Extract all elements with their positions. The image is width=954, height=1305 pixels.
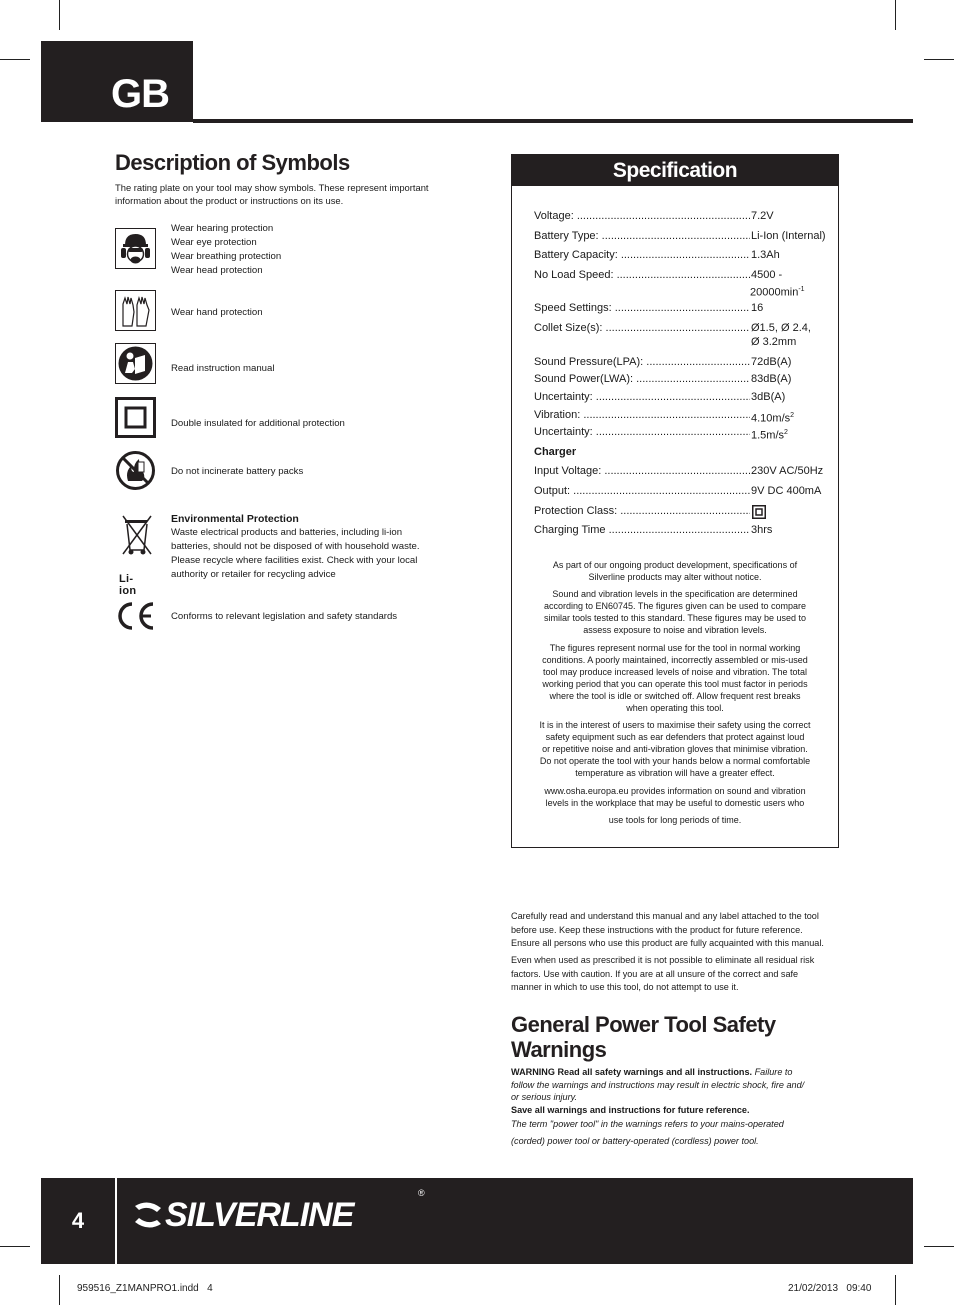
spec-label: Battery Capacity: ..... [534, 249, 750, 262]
spec-value: 1.5m/s [751, 429, 785, 442]
symbols-title: Description of Symbols [115, 150, 350, 175]
spec-value: 1.3Ah [751, 249, 780, 261]
spec-value: 3hrs [751, 524, 773, 536]
spec-value: Ø1.5, Ø 2.4, [751, 322, 811, 334]
note-line: It is in the interest of users to maximise their safety using the correct [539, 720, 811, 730]
spec-superscript: 2 [790, 412, 795, 419]
spec-value: 83dB(A) [751, 373, 792, 385]
spec-value: 9V DC 400mA [751, 485, 822, 497]
warnings-text [511, 1066, 846, 1150]
spec-value: Li-Ion (Internal) [751, 230, 826, 242]
spec-label: Output: ..... [534, 485, 750, 498]
specification-box [511, 154, 839, 848]
spec-row [534, 322, 830, 350]
registered-mark: ® [418, 1188, 425, 1198]
environment-title: Environmental Protection [171, 513, 299, 525]
crop-mark [895, 1275, 896, 1305]
note-line: use tools for long periods of time. [608, 815, 742, 825]
file-slug: 959516_Z1MANPRO1.indd 4 [77, 1283, 213, 1294]
spec-value-wrap [751, 426, 833, 443]
note-line: As part of our ongoing product development, specifications of [552, 560, 798, 570]
manual-icon [115, 343, 156, 384]
brand-logo [131, 1188, 431, 1240]
text-line: factors. Use with caution. If you are at all unsure of the correct and safe [511, 968, 799, 979]
note-line: www.osha.europa.eu provides information on sound and vibration [544, 786, 806, 796]
note-line: Do not operate the tool with your hands below a normal comfortable [539, 756, 811, 766]
ce-mark-icon [115, 601, 157, 631]
text-line: Ensure all persons who use this product are fully acquainted with this manual. [511, 938, 824, 948]
note-line: levels in the workplace that may be useful to domestic users who [545, 798, 805, 808]
symbol-line: Wear head protection [171, 265, 263, 276]
text-line: manner in which to use this tool, do not attempt to use it. [511, 982, 739, 992]
intro-paragraph [511, 954, 841, 995]
warnings-title [511, 1012, 776, 1062]
warning-italic: Failure to [754, 1067, 793, 1077]
no-fire-battery-icon [115, 450, 156, 491]
text-line: Carefully read and understand this manual and any label attached to the tool [511, 911, 819, 921]
crop-mark [895, 0, 896, 30]
brand-name: SILVERLINE [165, 1196, 354, 1234]
note-line: temperature as vibration will have a greater effect. [575, 768, 775, 778]
spec-value-line2 [750, 283, 805, 300]
symbol-line: Wear hearing protection [171, 223, 274, 234]
spec-value: Ø 3.2mm [751, 336, 797, 348]
spec-note [520, 642, 830, 714]
specification-title: Specification [512, 155, 838, 186]
crop-mark [0, 59, 30, 60]
spec-label: Vibration: ..... [534, 409, 750, 422]
footer-divider [115, 1178, 117, 1264]
spec-value: 4.10m/s [751, 412, 791, 425]
spec-note [520, 559, 830, 583]
note-line: tool may produce increased levels of noise and vibration. The total [543, 667, 807, 677]
spec-row [534, 269, 830, 297]
spec-label: Voltage: ..... [534, 210, 750, 223]
crop-mark [924, 1246, 954, 1247]
note-line: safety equipment such as ear defenders that protect against loud [545, 732, 805, 742]
note-line: assess exposure to noise and vibration levels. [583, 625, 767, 635]
note-line: when operating this tool. [626, 703, 724, 713]
spec-note [520, 814, 830, 826]
spec-label: Battery Type: ..... [534, 230, 750, 243]
environment-line: batteries, should not be disposed of with household waste. [171, 541, 420, 552]
note-line: The figures represent normal use for the tool in normal working [549, 643, 801, 653]
spec-label: Uncertainty: ..... [534, 426, 750, 439]
spec-superscript: 2 [784, 429, 788, 436]
note-line: Sound and vibration levels in the specification are determined [552, 589, 798, 599]
text-line: Even when used as prescribed it is not possible to eliminate all residual risk [511, 955, 815, 965]
spec-value: 4500 - [751, 269, 783, 281]
title-line: Warnings [511, 1037, 607, 1062]
symbol-line: Wear eye protection [171, 237, 257, 248]
environment-line: authority or retailer for recycling advice [171, 569, 336, 580]
spec-label: Sound Pressure(LPA): ..... [534, 356, 750, 369]
environment-line: Waste electrical products and batteries, including li-ion [171, 527, 403, 538]
spec-label: Charging Time ..... [534, 524, 750, 537]
warning-line [511, 1066, 846, 1079]
language-tab [41, 41, 193, 122]
term-definition: The term "power tool" in the warnings refers to your mains-operated [511, 1119, 784, 1129]
crop-mark [59, 1275, 60, 1305]
note-line: Silverline products may alter without notice. [588, 572, 762, 582]
gloves-icon [115, 290, 156, 331]
title-line: General Power Tool Safety [511, 1012, 776, 1037]
spec-label: No Load Speed: ..... [534, 269, 750, 282]
spec-note [520, 588, 830, 636]
save-instructions: Save all warnings and instructions for future reference. [511, 1104, 750, 1115]
warning-italic: follow the warnings and instructions may result in electric shock, fire and/ [511, 1079, 805, 1090]
language-label: GB [111, 72, 169, 116]
note-line: conditions. A poorly maintained, incorrectly assembled or mis-used [542, 655, 808, 665]
symbol-text: Do not incinerate battery packs [171, 466, 304, 477]
warning-bold: WARNING Read all safety warnings and all instructions. [511, 1067, 753, 1077]
environment-text [171, 512, 420, 582]
crop-mark [59, 0, 60, 30]
silverline-swoosh-icon [131, 1198, 165, 1232]
note-line: according to EN60745. The figures given can be used to compare [544, 601, 806, 611]
date-slug: 21/02/2013 09:40 [788, 1283, 872, 1294]
crop-mark [0, 1246, 30, 1247]
note-line: similar tools tested to this standard. These figures may be used to [544, 613, 806, 623]
spec-value: 72dB(A) [751, 356, 792, 368]
warning-italic: or serious injury. [511, 1092, 578, 1102]
li-ion-caption: Li-ion [119, 573, 137, 597]
symbol-text [171, 222, 281, 278]
symbol-line: Wear breathing protection [171, 251, 282, 262]
charger-title: Charger [534, 446, 577, 458]
spec-label: Sound Power(LWA): ..... [534, 373, 750, 386]
spec-value: 16 [751, 302, 764, 314]
spec-label: Input Voltage: ..... [534, 465, 750, 478]
spec-label: Uncertainty: ..... [534, 391, 750, 404]
environment-line: Please recycle where facilities exist. Check with your local [171, 555, 418, 566]
symbol-text: Read instruction manual [171, 363, 275, 374]
note-line: working period that you can operate this tool must factor in periods [542, 679, 808, 689]
crop-mark [924, 59, 954, 60]
double-insulated-icon [115, 397, 156, 438]
class-ii-icon [752, 505, 766, 519]
note-line: or repetitive noise and anti-vibration gloves that minimise vibration. [542, 744, 808, 754]
symbol-text: Double insulated for additional protection [171, 418, 345, 429]
text-line: before use. Keep these instructions with the product for future reference. [511, 924, 803, 935]
symbol-text: Wear hand protection [171, 307, 263, 318]
spec-label: Speed Settings: ..... [534, 302, 750, 315]
spec-label: Collet Size(s): ..... [534, 322, 750, 335]
ce-text: Conforms to relevant legislation and safety standards [171, 611, 398, 622]
term-definition: (corded) power tool or battery-operated (cordless) power tool. [511, 1136, 759, 1146]
header-rule [193, 119, 913, 123]
spec-note [520, 719, 830, 779]
intro-paragraph [511, 910, 841, 951]
spec-superscript: -1 [798, 286, 805, 293]
page-number: 4 [71, 1208, 85, 1233]
spec-value: 230V AC/50Hz [751, 465, 824, 477]
spec-value: 20000min [750, 286, 799, 299]
ppe-head-icon [115, 228, 156, 269]
spec-label: Protection Class: ..... [534, 505, 750, 518]
symbols-intro: The rating plate on your tool may show symbols. These represent important information about the product or instructions on its use. [115, 182, 429, 206]
spec-note [520, 785, 830, 809]
spec-value-wrap [751, 409, 833, 426]
note-line: where the tool is idle or switched off. Allow frequent rest breaks [549, 691, 801, 701]
spec-value: 7.2V [751, 210, 774, 222]
weee-bin-icon [117, 512, 157, 562]
spec-value: 3dB(A) [751, 391, 786, 403]
